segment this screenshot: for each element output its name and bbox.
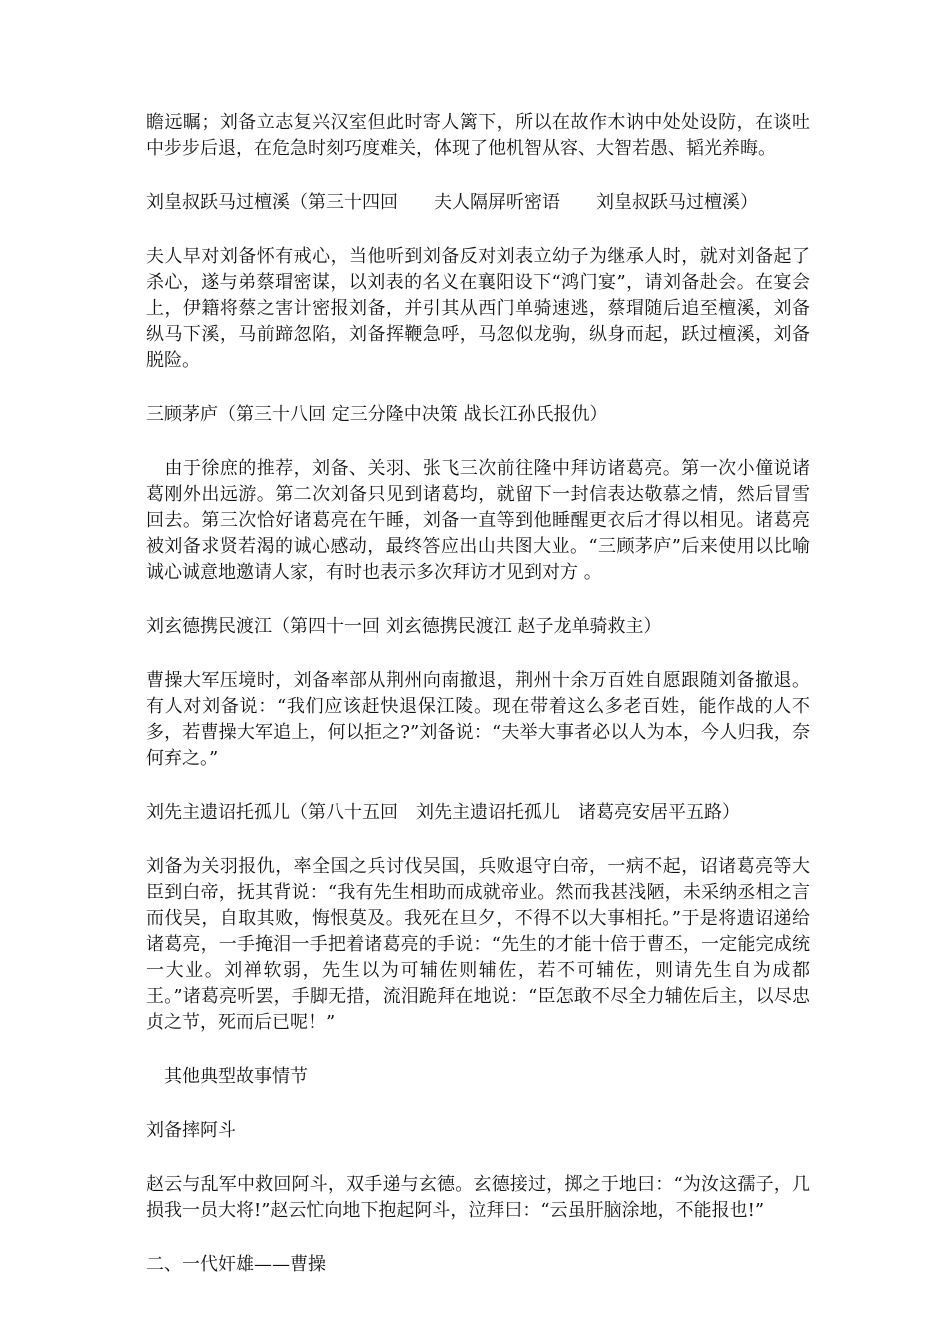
paragraph-dujiang: 曹操大军压境时，刘备率部从荆州向南撤退，荆州十余万百姓自愿跟随刘备撤退。有人对刘备说：“我们应该赶快退保江陵。现在带着这么多老百姓，能作战的人不多，若曹操大军追上，何以拒之?”刘备说：“夫举大事者必以人为本，今人归我，奈何弃之。” xyxy=(146,670,810,769)
document-page xyxy=(146,110,810,1278)
paragraph-liubei-character: 瞻远瞩；刘备立志复兴汉室但此时寄人篱下，所以在故作木讷中处处设防，在谈吐中步步后退，在危急时刻巧度难关，体现了他机智从容、大智若愚、韬光养晦。 xyxy=(146,112,810,159)
paragraph-sangu-maolu: 由于徐庶的推荐，刘备、关羽、张飞三次前往隆中拜访诸葛亮。第一次小僮说诸葛刚外出远游。第二次刘备只见到诸葛均，就留下一封信表达敬慕之情，然后冒雪回去。第三次恰好诸葛亮在午睡，刘备一直等到他睡醒更衣后才得以相见。诸葛亮被刘备求贤若渴的诚心感动，最终答应出山共图大业。“三顾茅庐”后来使用以比喻诚心诚意地邀请人家，有时也表示多次拜访才见到对方 。 xyxy=(146,458,810,583)
heading-sangu-maolu: 三顾茅庐（第三十八回 定三分隆中决策 战长江孙氏报仇） xyxy=(146,404,608,425)
heading-shuai-adou: 刘备摔阿斗 xyxy=(146,1120,236,1141)
heading-tanxi: 刘皇叔跃马过檀溪（第三十四回 夫人隔屏听密语 刘皇叔跃马过檀溪） xyxy=(146,192,758,213)
heading-tuogu: 刘先主遗诏托孤儿（第八十五回 刘先主遗诏托孤儿 诸葛亮安居平五路） xyxy=(146,802,740,823)
heading-caocao: 二、一代奸雄——曹操 xyxy=(146,1254,326,1275)
paragraph-shuai-adou: 赵云与乱军中救回阿斗，双手递与玄德。玄德接过，掷之于地曰：“为汝这孺子，几损我一员大将!”赵云忙向地下抱起阿斗，泣拜曰：“云虽肝脑涂地，不能报也!” xyxy=(146,1174,810,1221)
heading-dujiang: 刘玄德携民渡江（第四十一回 刘玄德携民渡江 赵子龙单骑救主） xyxy=(146,616,662,637)
heading-other-stories: 其他典型故事情节 xyxy=(146,1066,308,1087)
paragraph-tanxi: 夫人早对刘备怀有戒心，当他听到刘备反对刘表立幼子为继承人时，就对刘备起了杀心，遂与弟蔡瑁密谋，以刘表的名义在襄阳设下“鸿门宴”，请刘备赴会。在宴会上，伊籍将蔡之害计密报刘备，并引其从西门单骑速逃，蔡瑁随后追至檀溪，刘备纵马下溪，马前蹄忽陷，刘备挥鞭急呼，马忽似龙驹，纵身而起，跃过檀溪，刘备脱险。 xyxy=(146,246,810,371)
paragraph-tuogu: 刘备为关羽报仇，率全国之兵讨伐吴国，兵败退守白帝，一病不起，诏诸葛亮等大臣到白帝，抚其背说：“我有先生相助而成就帝业。然而我甚浅陋，未采纳丞相之言而伐吴，自取其败，悔恨莫及。我死在旦夕，不得不以大事相托。”于是将遗诏递给诸葛亮，一手掩泪一手把着诸葛亮的手说：“先生的才能十倍于曹丕，一定能完成统一大业。刘禅软弱，先生以为可辅佐则辅佐，若不可辅佐，则请先生自为成都王。”诸葛亮听罢，手脚无措，流泪跪拜在地说：“臣怎敢不尽全力辅佐后主，以尽忠贞之节，死而后已呢！” xyxy=(146,856,810,1033)
